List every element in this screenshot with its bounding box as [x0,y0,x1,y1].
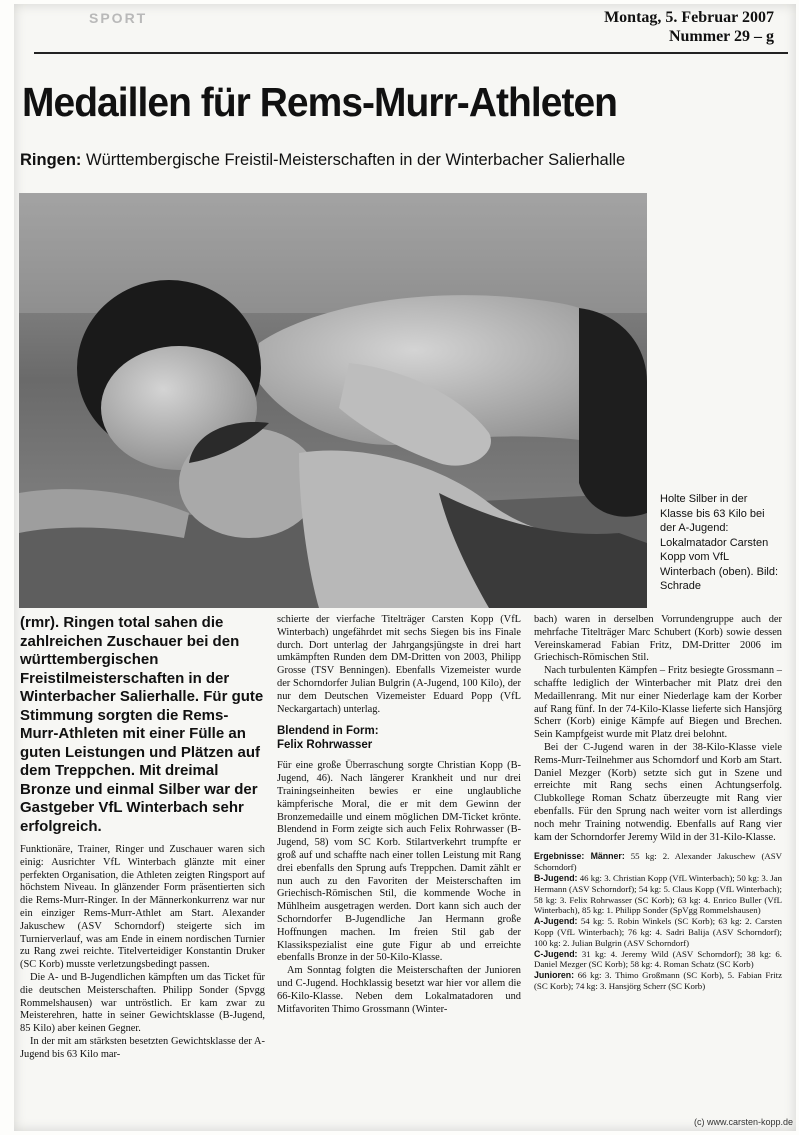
results-text: 54 kg: 5. Robin Winkels (SC Korb); 63 kg: 2. Carsten Kopp (VfL Winterbach); 76 kg: 4. Sadri Balija (ASV Schorndorf); 100 kg: 2. Julian Bulgrin (ASV Schorndorf) [534,916,782,948]
wrestling-photo-illustration [19,193,647,608]
results-line [534,916,782,948]
section-ghost-text: SPORT [89,10,148,26]
results-label: Ergebnisse: Männer: [534,851,625,862]
lead-paragraph: (rmr). Ringen total sahen die zahlreichen Zuschauer bei den württembergischen Freistilmeisterschaften in der Winterbacher Salierhalle. Für gute Stimmung sorgten die Rems-Murr-Athleten mit einer Fülle an guten Leistungen und Plätzen auf dem Treppchen. Mit dreimal Bronze und einmal Silber war der Gastgeber VfL Winterbach sehr erfolgreich. [20,614,264,835]
col2-paragraph-1: schierte der vierfache Titelträger Carsten Kopp (VfL Winterbach) ungefährdet mit sechs Siegen bis ins Finale durch. Dort unterlag der Jahrgangsjüngste in drei hart umkämpften Runden dem DM-Dritten von 2003, Philipp Grosse (TSV Benningen). Ebenfalls Vizemeister wurde der Schorndorfer Julian Bulgrin (A-Jugend, 100 Kilo), der nur dem Deutschen Vizemeister Eduard Popp (VfL Neckargartach) unterlag. [277,614,521,715]
col3-paragraph-3: Bei der C-Jugend waren in der 38-Kilo-Klasse viele Rems-Murr-Teilnehmer aus Schorndorf und Korb am Start. Daniel Mezger (Korb) setzte sich gut in Szene und erreichte mit Rang sechs einen Achtungserfolg. Clubkollege Roman Schatz überzeugte mit Rang vier ebenfalls. Für den Sprung nach weiter vorn ist allerdings noch mehr Training notwendig. Ebenfalls auf Rang vier kam der Schorndorfer Jeremy Wild in der 31-Kilo-Klasse. [534,741,782,843]
results-text: 46 kg: 3. Christian Kopp (VfL Winterbach); 50 kg: 3. Jan Hermann (ASV Schorndorf); 54 kg: 5. Claus Kopp (VfL Winterbach); 58 kg: 3. Felix Rohrwasser (SC Korb); 63 kg: 4. Enrico Buller (VfL Winterbach), 85 kg: 1. Philipp Sonder (SpVgg Rommelshausen) [534,872,782,916]
col1-paragraph-3: In der mit am stärksten besetzten Gewichtsklasse der A-Jugend bis 63 Kilo mar- [20,1035,265,1060]
col2-subhead [277,724,521,752]
column-1 [20,614,265,1062]
results-text: 55 kg: 2. Alexander Jakuschew (ASV Schorndorf) [534,851,782,873]
col1-paragraph-2: Die A- und B-Jugendlichen kämpften um das Ticket für die deutschen Meisterschaften. Philipp Sonder (Spvgg Rommelshausen) war untröstlich. Er kam zwar zu Meisterehren, hatte in seiner Gewichtsklasse (B-Jugend, 85 Kilo) aber keinen Gegner. [20,971,265,1035]
header-rule [34,52,788,54]
article-headline: Medaillen für Rems-Murr-Athleten [22,79,618,125]
results-line [534,873,782,916]
subheadline-text: Württembergische Freistil-Meisterschaften in der Winterbacher Salierhalle [86,151,626,169]
wrestling-photo [19,193,647,608]
results-text: 31 kg: 4. Jeremy Wild (ASV Schorndorf); 38 kg: 6. Daniel Mezger (SC Korb); 58 kg: 4. Roman Schatz (SC Korb) [534,948,782,970]
dateline [604,8,774,46]
results-line [534,970,782,992]
col2-paragraph-2: Für eine große Überraschung sorgte Christian Kopp (B-Jugend, 46). Nach längerer Krankheit und nur drei Trainingseinheiten bewies er eine unglaubliche kämpferische Moral, die er mit dem Gewinn der Bronzemedaille und einem möglichen DM-Ticket krönte. Blendend in Form zeigte sich auch Felix Rohrwasser (B-Jugend, 58) vom SC Korb. Stilartverkehrt trumpfte er groß auf und schaffte nach einer tollen Leistung mit Rang drei ebenfalls den Sprung aufs Treppchen. Damit zählt er nun auch zu den Favoriten der Meisterschaften im Griechisch-Römischen Stil, die kommende Woche in Mühlheim ausgetragen werden. Dort kann sich auch der Schorndorfer B-Jugendliche Jan Hermann große Hoffnungen machen. Im freien Stil gab der Klassikspezialist eine gute Figur ab und erreichte ebenfalls Bronze in der 50-Kilo-Klasse. [277,760,521,964]
col3-paragraph-2: Nach turbulenten Kämpfen – Fritz besiegte Grossmann – schaffte lediglich der Winterbacher mit Platz drei den Medaillenrang. Mit nur einer Niederlage kam der Korber auf Rang fünf. In der 74-Kilo-Klasse lieferte sich Hansjörg Scherr (Korb) einige Kämpfe auf Biegen und Brechen. Sein Kampfgeist wurde mit Platz drei belohnt. [534,665,782,741]
issue-number: Nummer 29 – g [668,28,774,45]
results-text: 66 kg: 3. Thimo Großmann (SC Korb), 5. Fabian Fritz (SC Korb); 74 kg: 3. Hansjörg Scherr (SC Korb) [534,970,783,991]
results-line [534,851,782,873]
col3-paragraph-1: bach) waren in derselben Vorrundengruppe auch der mehrfache Titelträger Marc Schubert (Korb) sowie dessen Vereinskamerad Fabian Fritz, DM-Dritter 2006 im Griechisch-Römischen Stil. [534,614,782,664]
results-box [534,851,782,991]
results-label: Junioren: [534,970,575,981]
kicker: Ringen: [20,151,82,169]
col2-paragraph-3: Am Sonntag folgten die Meisterschaften der Junioren und C-Jugend. Hochklassig besetzt war hier vor allem die 66-Kilo-Klasse. Neben dem Lokalmatadoren und Mitfavoriten Thimo Grossmann (Winter- [277,965,521,1015]
column-2 [277,614,521,1016]
results-label: A-Jugend: [534,916,578,927]
photo-caption [660,492,780,594]
results-line [534,949,782,971]
col2-subhead-line-1: Blendend in Form: [277,725,379,738]
results-label: B-Jugend: [534,872,578,883]
article-subheadline [20,149,790,171]
photo-caption-text: Holte Silber in der Klasse bis 63 Kilo bei der A-Jugend: Lokalmatador Carsten Kopp vom VfL Winterbach (oben). [660,493,769,578]
results-label: C-Jugend: [534,948,578,959]
column-3 [534,614,782,992]
col1-paragraph-1: Funktionäre, Trainer, Ringer und Zuschauer waren sich einig: Ausrichter VfL Winterbach glänzte mit einer perfekten Organisation, die Athleten zeigten Ringsport auf höchstem Niveau. In glänzender Form präsentierten sich die Rems-Murr-Ringer. In der Männerkonkurrenz war nur ein einziger Rems-Murr-Athlet am Start. Alexander Jakuschew (ASV Schorndorf) steigerte sich im Turnierverlauf, was am Ende in einem nordischen Turnier zu Rang zwei reichte. Titelverteidiger Konstantin Druker (SC Korb) musste verletzungsbedingt passen. [20,844,265,971]
photo-credit: Bild: Schrade [660,565,779,592]
watermark-text: (c) www.carsten-kopp.de [693,1117,793,1127]
col2-subhead-line-2: Felix Rohrwasser [277,739,373,752]
issue-date: Montag, 5. Februar 2007 [604,9,774,26]
